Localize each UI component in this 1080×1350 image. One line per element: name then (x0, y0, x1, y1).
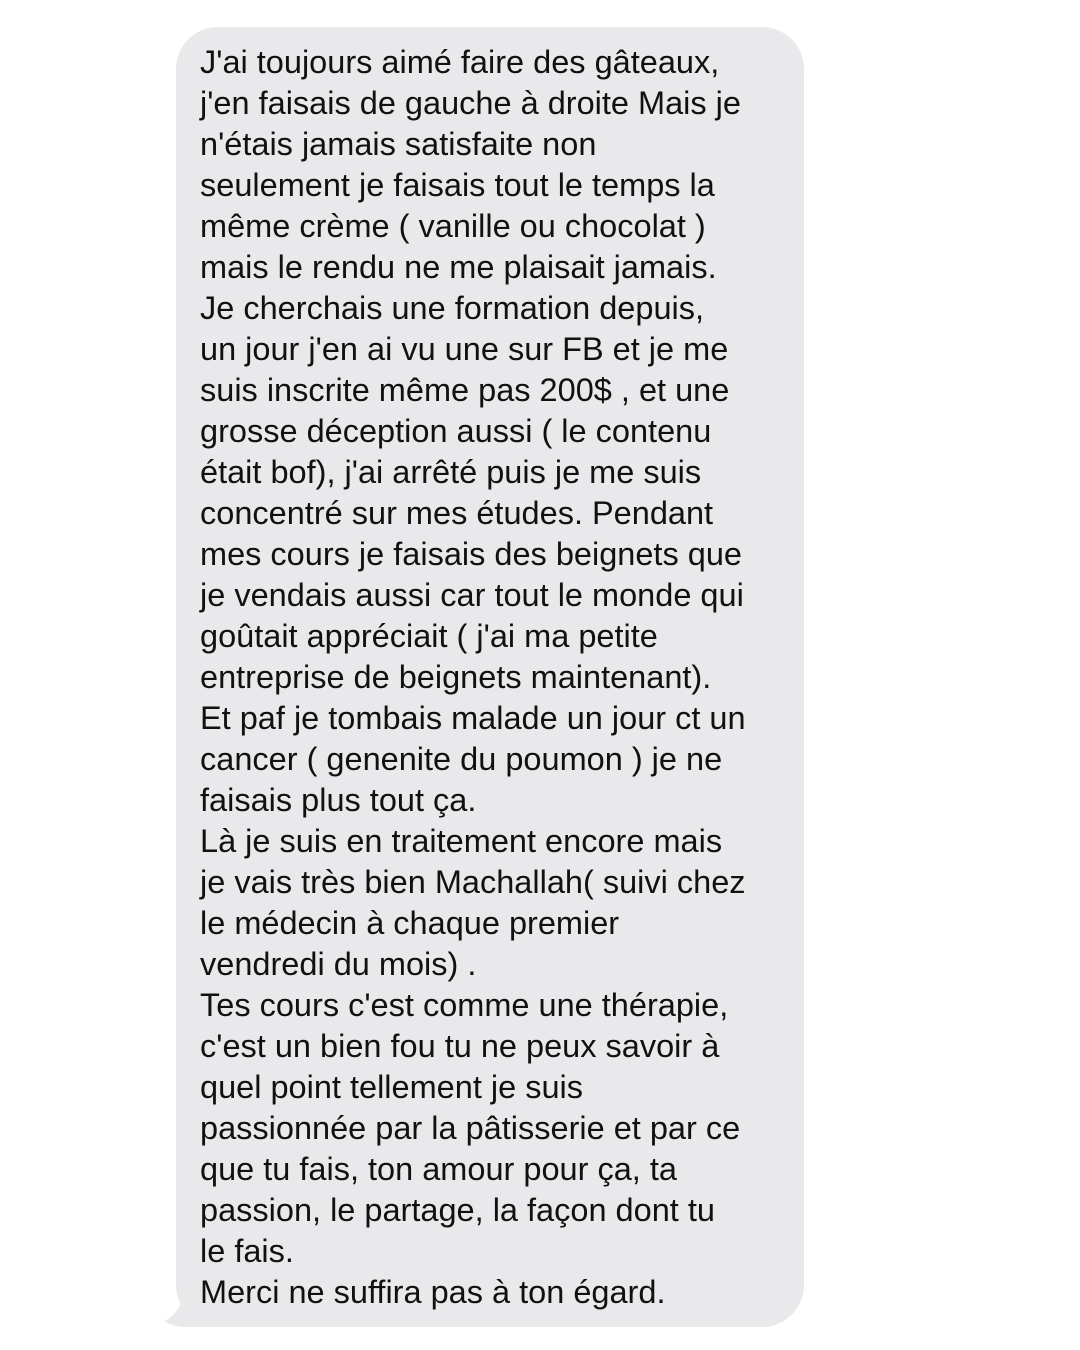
message-line: passionnée par la pâtisserie et par ce (200, 1110, 741, 1146)
message-line: le fais. (200, 1233, 294, 1269)
message-line: vendredi du mois) . (200, 946, 477, 982)
message-line: mais le rendu ne me plaisait jamais. (200, 249, 717, 285)
message-line: suis inscrite même pas 200$ , et une (200, 372, 730, 408)
message-line: cancer ( genenite du poumon ) je ne (200, 741, 723, 777)
message-line: c'est un bien fou tu ne peux savoir à (200, 1028, 720, 1064)
message-line: entreprise de beignets maintenant). (200, 659, 712, 695)
message-line: même crème ( vanille ou chocolat ) (200, 208, 706, 244)
message-bubble-container (164, 27, 804, 1327)
message-line: un jour j'en ai vu une sur FB et je me (200, 331, 729, 367)
message-line: Merci ne suffira pas à ton égard. (200, 1274, 666, 1310)
message-text (200, 42, 784, 1313)
message-line: mes cours je faisais des beignets que (200, 536, 742, 572)
message-line: faisais plus tout ça. (200, 782, 477, 818)
message-bubble[interactable] (176, 27, 804, 1327)
message-line: quel point tellement je suis (200, 1069, 584, 1105)
message-line: le médecin à chaque premier (200, 905, 620, 941)
message-line: concentré sur mes études. Pendant (200, 495, 714, 531)
message-line: J'ai toujours aimé faire des gâteaux, (200, 44, 720, 80)
message-line: Tes cours c'est comme une thérapie, (200, 987, 729, 1023)
message-line: seulement je faisais tout le temps la (200, 167, 715, 203)
message-line: n'étais jamais satisfaite non (200, 126, 597, 162)
message-line: goûtait appréciait ( j'ai ma petite (200, 618, 658, 654)
message-line: j'en faisais de gauche à droite Mais je (200, 85, 741, 121)
message-line: grosse déception aussi ( le contenu (200, 413, 712, 449)
message-line: Là je suis en traitement encore mais (200, 823, 723, 859)
message-line: je vendais aussi car tout le monde qui (200, 577, 744, 613)
message-line: était bof), j'ai arrêté puis je me suis (200, 454, 702, 490)
message-line: passion, le partage, la façon dont tu (200, 1192, 715, 1228)
message-line: Et paf je tombais malade un jour ct un (200, 700, 746, 736)
message-line: je vais très bien Machallah( suivi chez (200, 864, 746, 900)
message-line: que tu fais, ton amour pour ça, ta (200, 1151, 677, 1187)
message-line: Je cherchais une formation depuis, (200, 290, 705, 326)
